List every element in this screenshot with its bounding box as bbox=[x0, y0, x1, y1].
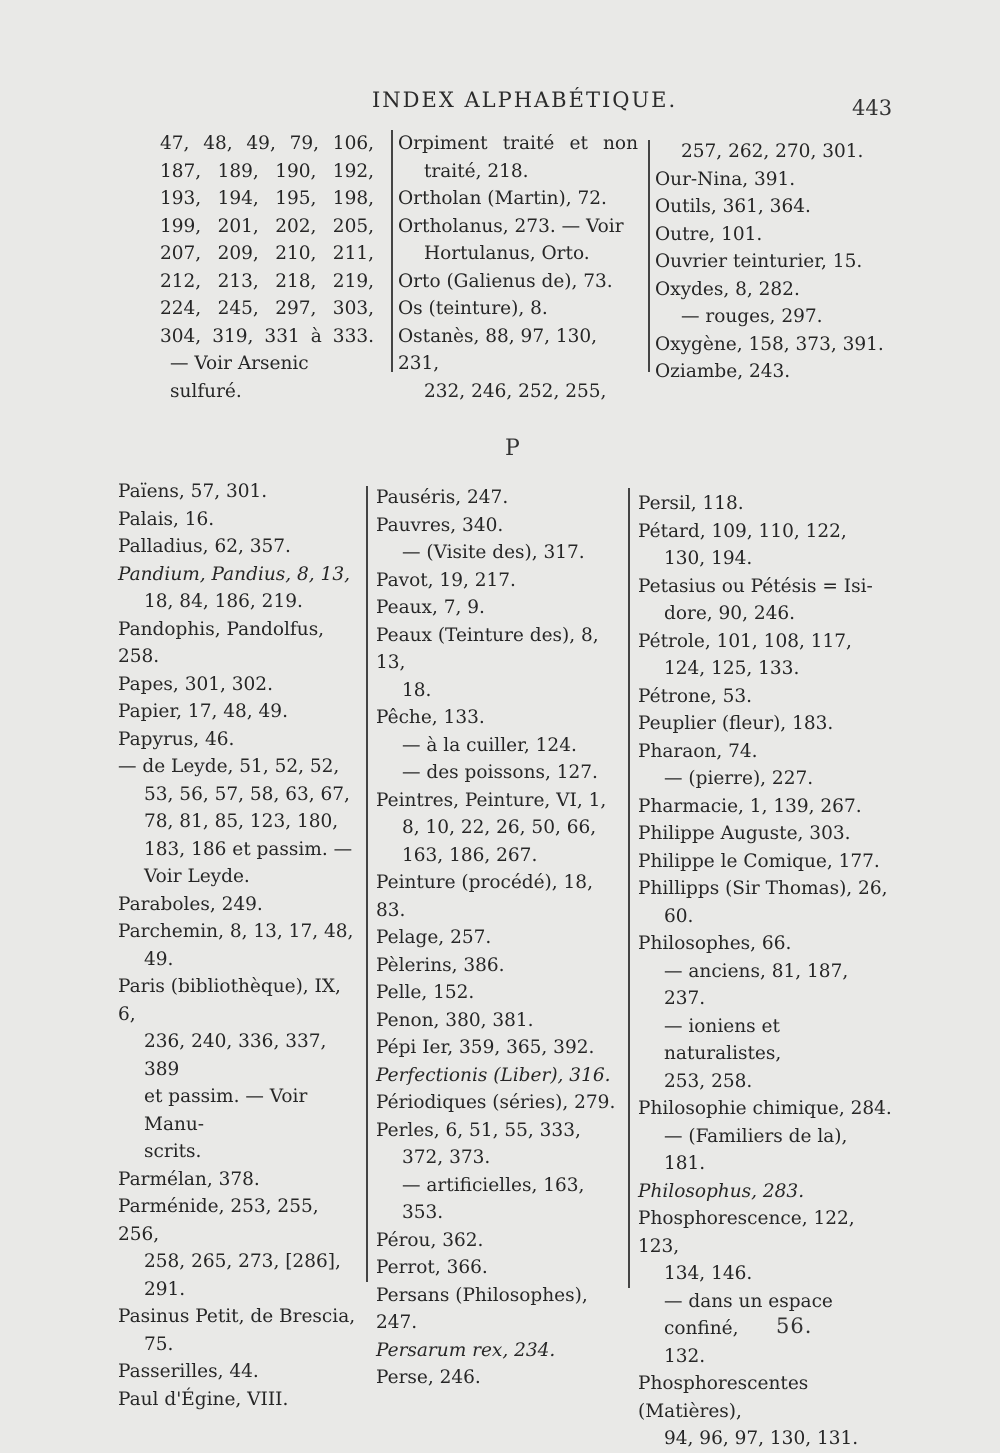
index-entry: Peintres, Peinture, VI, 1, bbox=[376, 789, 607, 811]
index-entry: Païens, 57, 301. bbox=[118, 481, 268, 502]
upper-column-3 bbox=[655, 138, 900, 386]
index-entry: Palais, 16. bbox=[118, 508, 215, 530]
upper-column-1 bbox=[160, 130, 374, 405]
index-entry: Ortholanus, 273. — Voir bbox=[398, 215, 624, 237]
column-rule bbox=[628, 488, 630, 1288]
index-line: — anciens, 81, 187, 237. bbox=[664, 960, 849, 1009]
index-entry: Pasinus Petit, de Brescia, bbox=[118, 1306, 356, 1327]
index-entry: Philosophie chimique, 284. bbox=[638, 1098, 892, 1119]
index-entry: Philippe le Comique, 177. bbox=[638, 850, 880, 872]
index-entry: Phillipps (Sir Thomas), 26, bbox=[638, 878, 888, 899]
index-entry: Pétard, 109, 110, 122, bbox=[638, 520, 847, 542]
index-line: 124, 125, 133. bbox=[664, 658, 800, 679]
index-line: 183, 186 et passim. — bbox=[144, 838, 353, 860]
index-entry: Persarum rex, 234. bbox=[376, 1339, 556, 1361]
index-line: 224, 245, 297, 303, bbox=[160, 298, 374, 319]
index-entry: Peaux (Teinture des), 8, 13, bbox=[376, 624, 599, 673]
index-entry: Oziambe, 243. bbox=[655, 361, 791, 382]
index-entry: Os (teinture), 8. bbox=[398, 298, 548, 319]
index-entry: Pandium, Pandius, 8, 13, bbox=[118, 563, 350, 585]
column-rule bbox=[648, 140, 650, 372]
index-line: — des poissons, 127. bbox=[402, 762, 598, 783]
index-entry: Phosphorescentes (Matières), bbox=[638, 1373, 809, 1422]
lower-column-3 bbox=[638, 490, 893, 1453]
index-line: 207, 209, 210, 211, bbox=[160, 243, 374, 264]
index-line: — (pierre), 227. bbox=[664, 768, 814, 789]
index-line: Hortulanus, Orto. bbox=[424, 243, 590, 264]
index-line: 18, 84, 186, 219. bbox=[144, 591, 303, 612]
index-entry: Persil, 118. bbox=[638, 493, 744, 514]
index-line: 253, 258. bbox=[664, 1070, 753, 1092]
index-entry: Outils, 361, 364. bbox=[655, 196, 811, 217]
index-entry: Ortholan (Martin), 72. bbox=[398, 188, 607, 209]
index-line: 47, 48, 49, 79, 106, bbox=[160, 133, 374, 154]
section-letter: P bbox=[505, 436, 520, 461]
index-entry: Peaux, 7, 9. bbox=[376, 597, 485, 618]
index-line: traité, 218. bbox=[424, 160, 529, 182]
index-line: 130, 194. bbox=[664, 548, 753, 569]
index-line: 304, 319, 331 à 333. bbox=[160, 325, 374, 347]
lower-column-2 bbox=[376, 484, 628, 1392]
index-line: 236, 240, 336, 337, 389 bbox=[144, 1031, 327, 1080]
column-rule bbox=[366, 486, 368, 1282]
index-entry: Our-Nina, 391. bbox=[655, 168, 796, 190]
index-entry: Perse, 246. bbox=[376, 1367, 481, 1388]
index-entry: Pépi Ier, 359, 365, 392. bbox=[376, 1037, 595, 1058]
index-entry: — de Leyde, 51, 52, 52, bbox=[118, 756, 340, 777]
index-entry: Outre, 101. bbox=[655, 223, 763, 245]
index-entry: Pandophis, Pandolfus, 258. bbox=[118, 618, 325, 667]
index-line: 187, 189, 190, 192, bbox=[160, 160, 374, 182]
index-line: 134, 146. bbox=[664, 1263, 753, 1284]
index-entry: Pérou, 362. bbox=[376, 1229, 484, 1251]
index-line: 53, 56, 57, 58, 63, 67, bbox=[144, 783, 350, 805]
index-line: et passim. — Voir Manu- bbox=[144, 1086, 308, 1135]
index-entry: Pétrole, 101, 108, 117, bbox=[638, 630, 852, 652]
index-line: 49. bbox=[144, 948, 174, 970]
index-entry: Peuplier (fleur), 183. bbox=[638, 713, 834, 734]
index-line: 199, 201, 202, 205, bbox=[160, 215, 374, 237]
index-entry: Phosphorescence, 122, 123, bbox=[638, 1208, 855, 1257]
index-line: dore, 90, 246. bbox=[664, 603, 796, 624]
index-line: 78, 81, 85, 123, 180, bbox=[144, 811, 339, 832]
column-rule bbox=[391, 130, 393, 372]
index-entry: Paris (bibliothèque), IX, 6, bbox=[118, 976, 341, 1025]
index-line: 212, 213, 218, 219, bbox=[160, 270, 374, 292]
index-entry: Périodiques (séries), 279. bbox=[376, 1092, 616, 1113]
index-entry: Ouvrier teinturier, 15. bbox=[655, 251, 863, 272]
index-entry: Oxygène, 158, 373, 391. bbox=[655, 333, 884, 355]
index-entry: Pelage, 257. bbox=[376, 927, 492, 948]
index-entry: Persans (Philosophes), 247. bbox=[376, 1284, 588, 1333]
lower-column-1 bbox=[118, 478, 364, 1413]
index-line: 372, 373. bbox=[402, 1147, 491, 1168]
index-entry: Pelle, 152. bbox=[376, 982, 475, 1003]
index-entry: Pêche, 133. bbox=[376, 707, 485, 728]
index-entry: Peinture (procédé), 18, 83. bbox=[376, 872, 593, 921]
index-line: — (Familiers de la), 181. bbox=[664, 1125, 848, 1174]
index-line: 132. bbox=[664, 1345, 706, 1367]
upper-column-2 bbox=[398, 130, 638, 405]
index-entry: Perles, 6, 51, 55, 333, bbox=[376, 1119, 581, 1141]
index-line: 257, 262, 270, 301. bbox=[681, 141, 864, 162]
index-line: 258, 265, 273, [286], bbox=[144, 1251, 341, 1272]
index-line: 94, 96, 97, 130, 131. bbox=[664, 1428, 859, 1449]
index-entry: Pharmacie, 1, 139, 267. bbox=[638, 795, 862, 817]
index-entry: Petasius ou Pétésis = Isi- bbox=[638, 575, 873, 597]
index-line: 193, 194, 195, 198, bbox=[160, 188, 374, 209]
index-entry: Philosophus, 283. bbox=[638, 1180, 805, 1202]
index-line: scrits. bbox=[144, 1141, 202, 1162]
index-line: 75. bbox=[144, 1333, 174, 1355]
index-entry: Orto (Galienus de), 73. bbox=[398, 270, 613, 292]
index-entry: Pauséris, 247. bbox=[376, 487, 509, 508]
index-line: Voir Leyde. bbox=[144, 866, 250, 887]
index-line: — artificielles, 163, 353. bbox=[402, 1174, 585, 1223]
index-entry: Pétrone, 53. bbox=[638, 685, 753, 707]
index-entry: Parménide, 253, 255, 256, bbox=[118, 1196, 319, 1245]
index-entry: Papes, 301, 302. bbox=[118, 673, 273, 695]
index-entry: Pauvres, 340. bbox=[376, 514, 504, 536]
index-line: — Voir Arsenic sulfuré. bbox=[170, 353, 309, 402]
printer-signature: 56. bbox=[776, 1314, 813, 1338]
index-line: 291. bbox=[144, 1278, 186, 1300]
index-line: 18. bbox=[402, 679, 432, 701]
index-entry: Pavot, 19, 217. bbox=[376, 569, 516, 591]
index-line: 232, 246, 252, 255, bbox=[424, 380, 607, 402]
index-entry: Papyrus, 46. bbox=[118, 728, 235, 750]
index-entry: Perrot, 366. bbox=[376, 1257, 488, 1278]
index-entry: Pèlerins, 386. bbox=[376, 954, 505, 976]
index-entry: Philosophes, 66. bbox=[638, 933, 792, 954]
index-entry: Orpiment traité et non bbox=[398, 133, 638, 154]
index-entry: Paraboles, 249. bbox=[118, 893, 263, 915]
index-entry: Ostanès, 88, 97, 130, 231, bbox=[398, 325, 598, 374]
index-line: — à la cuiller, 124. bbox=[402, 734, 577, 756]
index-entry: Penon, 380, 381. bbox=[376, 1009, 534, 1031]
index-entry: Parmélan, 378. bbox=[118, 1168, 260, 1190]
index-entry: Pharaon, 74. bbox=[638, 740, 758, 762]
running-head-title: INDEX ALPHABÉTIQUE. bbox=[372, 88, 678, 112]
index-entry: Paul d'Égine, VIII. bbox=[118, 1388, 289, 1410]
index-entry: Oxydes, 8, 282. bbox=[655, 278, 800, 300]
index-entry: Papier, 17, 48, 49. bbox=[118, 701, 288, 722]
index-entry: Palladius, 62, 357. bbox=[118, 536, 291, 557]
index-line: 163, 186, 267. bbox=[402, 844, 538, 866]
index-line: — rouges, 297. bbox=[681, 306, 823, 327]
page-number: 443 bbox=[852, 96, 893, 120]
index-line: 60. bbox=[664, 905, 694, 927]
index-entry: Passerilles, 44. bbox=[118, 1361, 259, 1382]
index-line: — ioniens et naturalistes, bbox=[664, 1015, 782, 1064]
index-entry: Perfectionis (Liber), 316. bbox=[376, 1064, 611, 1086]
index-entry: Parchemin, 8, 13, 17, 48, bbox=[118, 921, 354, 942]
index-line: — (Visite des), 317. bbox=[402, 542, 585, 563]
index-line: — dans un espace confiné, bbox=[664, 1290, 833, 1339]
index-line: 8, 10, 22, 26, 50, 66, bbox=[402, 817, 597, 838]
index-entry: Philippe Auguste, 303. bbox=[638, 823, 851, 844]
